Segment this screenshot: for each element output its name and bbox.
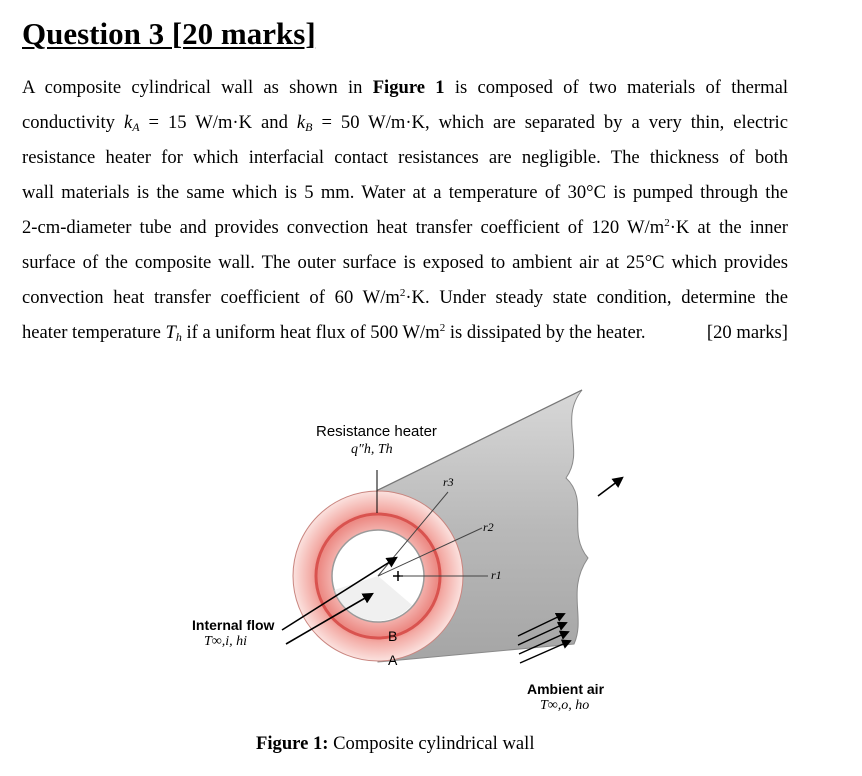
question-line-3: resistance heater for which interfacial contact resistances are negligible. The thickness of both [22, 147, 788, 168]
internal-flow-label: Internal flow [192, 617, 275, 633]
question-line-2: conductivity $k_A = 15$ W/m·K and $k_B = 50$ W/m·K, which are separated by a very thin, electric [22, 112, 788, 134]
ambient-air-symbols: T∞,o, ho [540, 698, 590, 713]
resistance-heater-label: Resistance heater [316, 423, 437, 440]
question-line-7: convection heat transfer coefficient of 60 $W/m^2\cdot K$. Under steady state condition, determine the [22, 287, 788, 308]
question-line-5: 2-cm-diameter tube and provides convection heat transfer coefficient of 120 $W/m^2\cdot K$ at the inner [22, 217, 788, 238]
question-line-4: wall materials is the same which is 5 mm. Water at a temperature of 30°C is pumped through the [22, 182, 788, 203]
question-line-6: surface of the composite wall. The outer surface is exposed to ambient air at 25°C which provides [22, 252, 788, 273]
r2-label: r2 [483, 520, 494, 534]
question-heading: Question 3 [20 marks] [22, 16, 316, 51]
r3-label: r3 [443, 475, 454, 489]
ambient-air-label: Ambient air [527, 681, 605, 697]
figure-caption: Figure 1: Composite cylindrical wall [256, 733, 535, 754]
heater-symbols: q″h, Th [351, 442, 393, 457]
layer-b-label: B [388, 628, 398, 644]
outer-flow-arrow [598, 478, 622, 496]
layer-a-label: A [388, 652, 398, 668]
question-line-1: A composite cylindrical wall as shown in Figure 1 is composed of two materials of thermal [22, 77, 789, 98]
r1-label: r1 [491, 568, 502, 582]
question-line-8: heater temperature $T_h$ if a uniform heat flux of 500 $W/m^2$ is dissipated by the heater. [20 marks] [22, 315, 788, 350]
internal-flow-symbols: T∞,i, hi [204, 634, 248, 649]
marks-label: [20 marks] [706, 322, 788, 343]
